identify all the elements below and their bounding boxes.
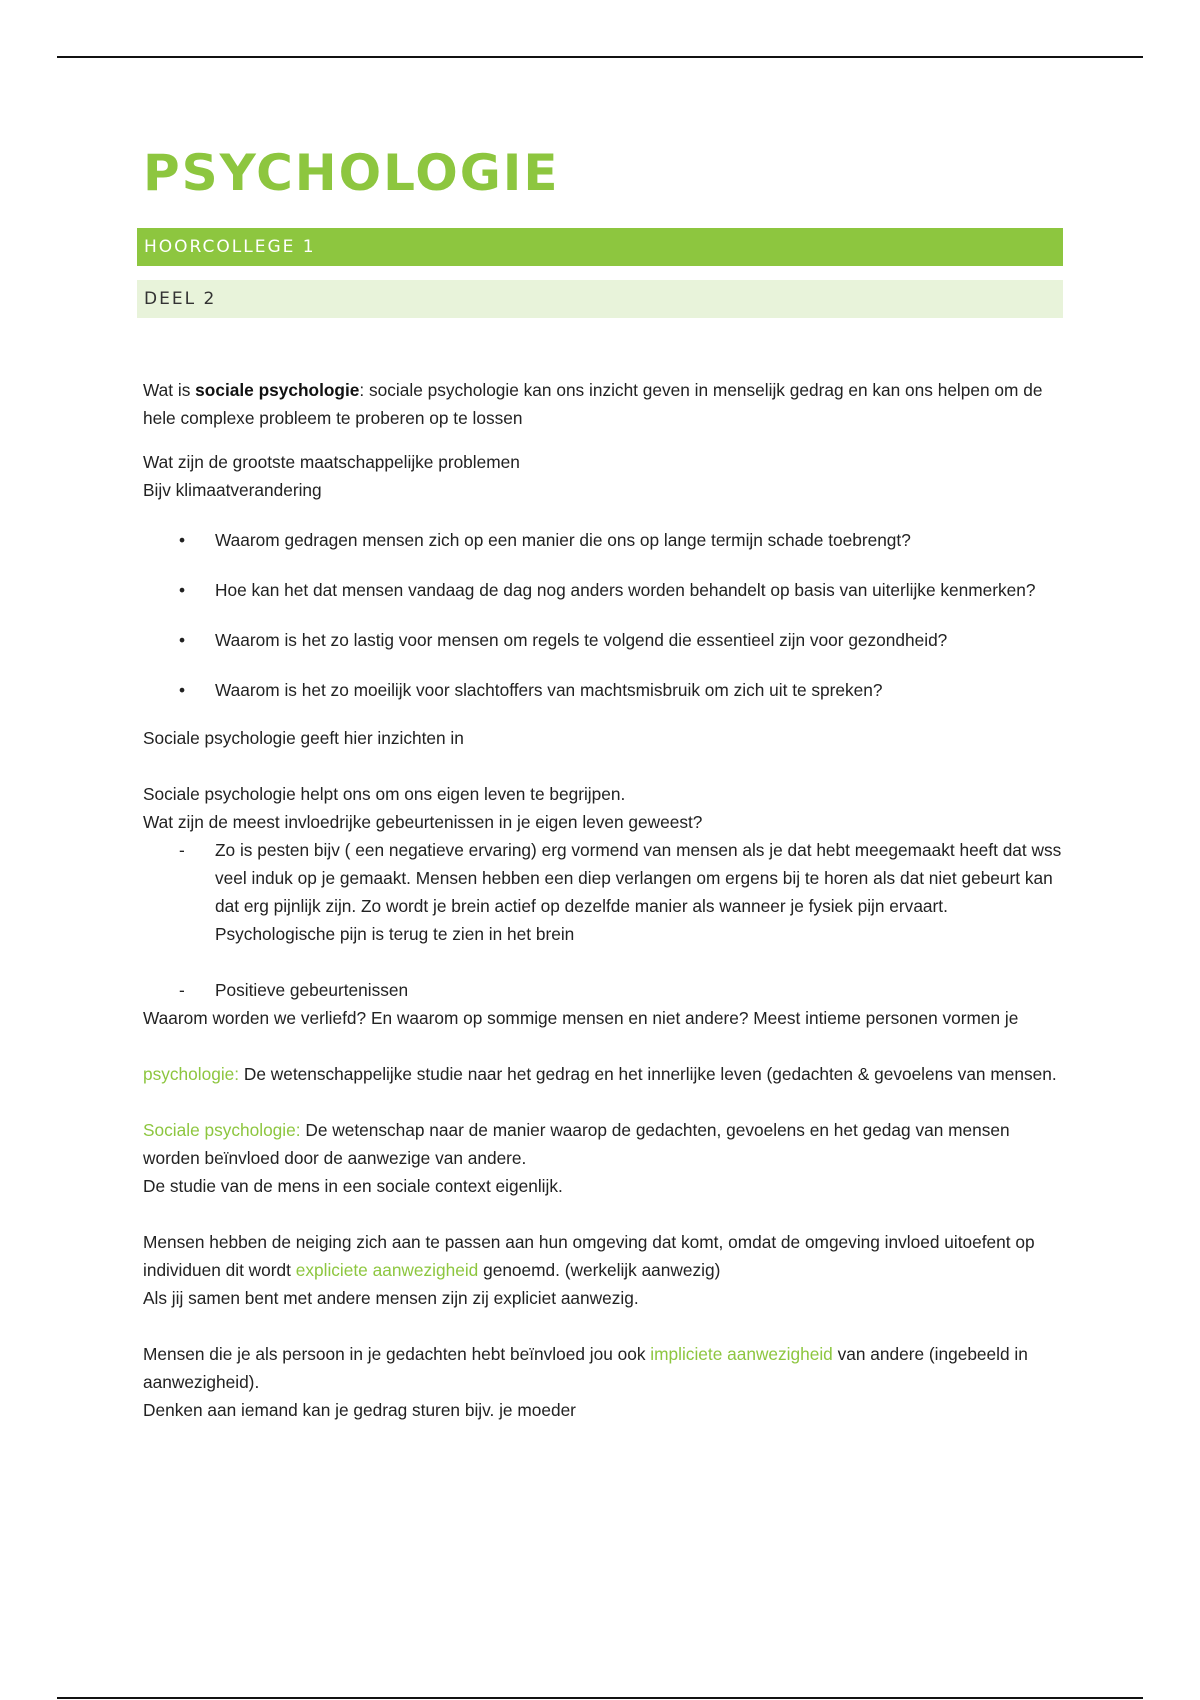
implicit-term: impliciete aanwezigheid bbox=[650, 1344, 833, 1364]
explicit-paragraph bbox=[143, 1228, 1063, 1284]
list-item bbox=[143, 628, 1063, 652]
list-item bbox=[143, 578, 1063, 602]
definition-sociale-line2: De studie van de mens in een sociale context eigenlijk. bbox=[143, 1176, 563, 1196]
explicit-line2: Als jij samen bent met andere mensen zijn zij expliciet aanwezig. bbox=[143, 1288, 639, 1308]
bullet-icon: • bbox=[179, 680, 186, 700]
bullet-icon: • bbox=[179, 530, 186, 550]
implicit-line2: Denken aan iemand kan je gedrag sturen bijv. je moeder bbox=[143, 1400, 576, 1420]
list-item-text: Waarom gedragen mensen zich op een manier die ons op lange termijn schade toebrengt? bbox=[215, 530, 911, 550]
document-body bbox=[143, 376, 1063, 1424]
definition-text: De wetenschap naar de manier waarop de gedachten, gevoelens en het gedag van mensen worden beïnvloed door de aanwezige van andere. bbox=[143, 1120, 1010, 1168]
intro-bold-term: sociale psychologie bbox=[195, 380, 360, 400]
explicit-term: expliciete aanwezigheid bbox=[295, 1260, 479, 1280]
love-paragraph: Waarom worden we verliefd? En waarom op sommige mensen en niet andere? Meest intieme personen vormen je bbox=[143, 1008, 1019, 1028]
list-item-text: Hoe kan het dat mensen vandaag de dag nog anders worden behandelt op basis van uiterlijke kenmerken? bbox=[215, 580, 1036, 600]
heading-hoorcollege: HOORCOLLEGE 1 bbox=[137, 228, 1063, 266]
list-item-text: Waarom is het zo lastig voor mensen om regels te volgend die essentieel zijn voor gezondheid? bbox=[215, 630, 948, 650]
list-item bbox=[143, 528, 1063, 552]
page-top-rule bbox=[57, 56, 1143, 58]
page-bottom-rule bbox=[57, 1697, 1143, 1699]
dash-icon: - bbox=[179, 980, 185, 1000]
intro-paragraph bbox=[143, 376, 1063, 432]
definition-sociale-psychologie bbox=[143, 1116, 1063, 1172]
problems-title: Wat zijn de grootste maatschappelijke problemen bbox=[143, 452, 520, 472]
insights-text: Sociale psychologie geeft hier inzichten in bbox=[143, 728, 464, 748]
helps-line-1: Sociale psychologie helpt ons om ons eigen leven te begrijpen. bbox=[143, 784, 626, 804]
list-item bbox=[143, 836, 1063, 948]
heading-deel: DEEL 2 bbox=[137, 280, 1063, 318]
problems-example: Bijv klimaatverandering bbox=[143, 480, 322, 500]
dash-icon: - bbox=[179, 840, 185, 860]
list-item bbox=[143, 976, 1063, 1004]
implicit-paragraph bbox=[143, 1340, 1063, 1396]
implicit-before: Mensen die je als persoon in je gedachten hebt beïnvloed jou ook bbox=[143, 1344, 651, 1364]
intro-rest: : sociale psychologie kan ons inzicht geven in menselijk gedrag en kan ons helpen om de hele complexe probleem te proberen op te lossen bbox=[143, 380, 1043, 428]
bullet-icon: • bbox=[179, 580, 186, 600]
list-item-text: Zo is pesten bijv ( een negatieve ervaring) erg vormend van mensen als je dat hebt meegemaakt heeft dat wss veel induk op je gemaakt. Mensen hebben een diep verlangen om ergens bij te horen als dat niet gebeurt kan dat erg pijnlijk zijn. Zo wordt je brein actief op dezelfde manier als wanneer je fysiek pijn ervaart. Psychologische pijn is terug te zien in het brein bbox=[215, 840, 1062, 944]
events-list bbox=[143, 836, 1063, 1004]
list-item-text: Positieve gebeurtenissen bbox=[215, 980, 409, 1000]
bullet-icon: • bbox=[179, 630, 186, 650]
list-item bbox=[143, 678, 1063, 702]
explicit-before: Mensen hebben de neiging zich aan te passen aan hun omgeving dat komt, omdat de omgeving invloed uitoefent op individuen dit wordt bbox=[143, 1232, 1035, 1280]
helps-line-2: Wat zijn de meest invloedrijke gebeurtenissen in je eigen leven geweest? bbox=[143, 812, 703, 832]
document-title: PSYCHOLOGIE bbox=[143, 144, 560, 202]
definition-psychologie bbox=[143, 1060, 1063, 1088]
implicit-after: van andere (ingebeeld in aanwezigheid). bbox=[143, 1344, 1028, 1392]
intro-prefix: Wat is bbox=[143, 380, 196, 400]
document-content bbox=[143, 138, 1063, 1424]
problems-list bbox=[143, 528, 1063, 702]
definition-term: Sociale psychologie: bbox=[143, 1120, 301, 1140]
definition-text: De wetenschappelijke studie naar het gedrag en het innerlijke leven (gedachten & gevoelens van mensen. bbox=[239, 1064, 1057, 1084]
explicit-after: genoemd. (werkelijk aanwezig) bbox=[478, 1260, 721, 1280]
definition-term: psychologie: bbox=[143, 1064, 240, 1084]
list-item-text: Waarom is het zo moeilijk voor slachtoffers van machtsmisbruik om zich uit te spreken? bbox=[215, 680, 883, 700]
